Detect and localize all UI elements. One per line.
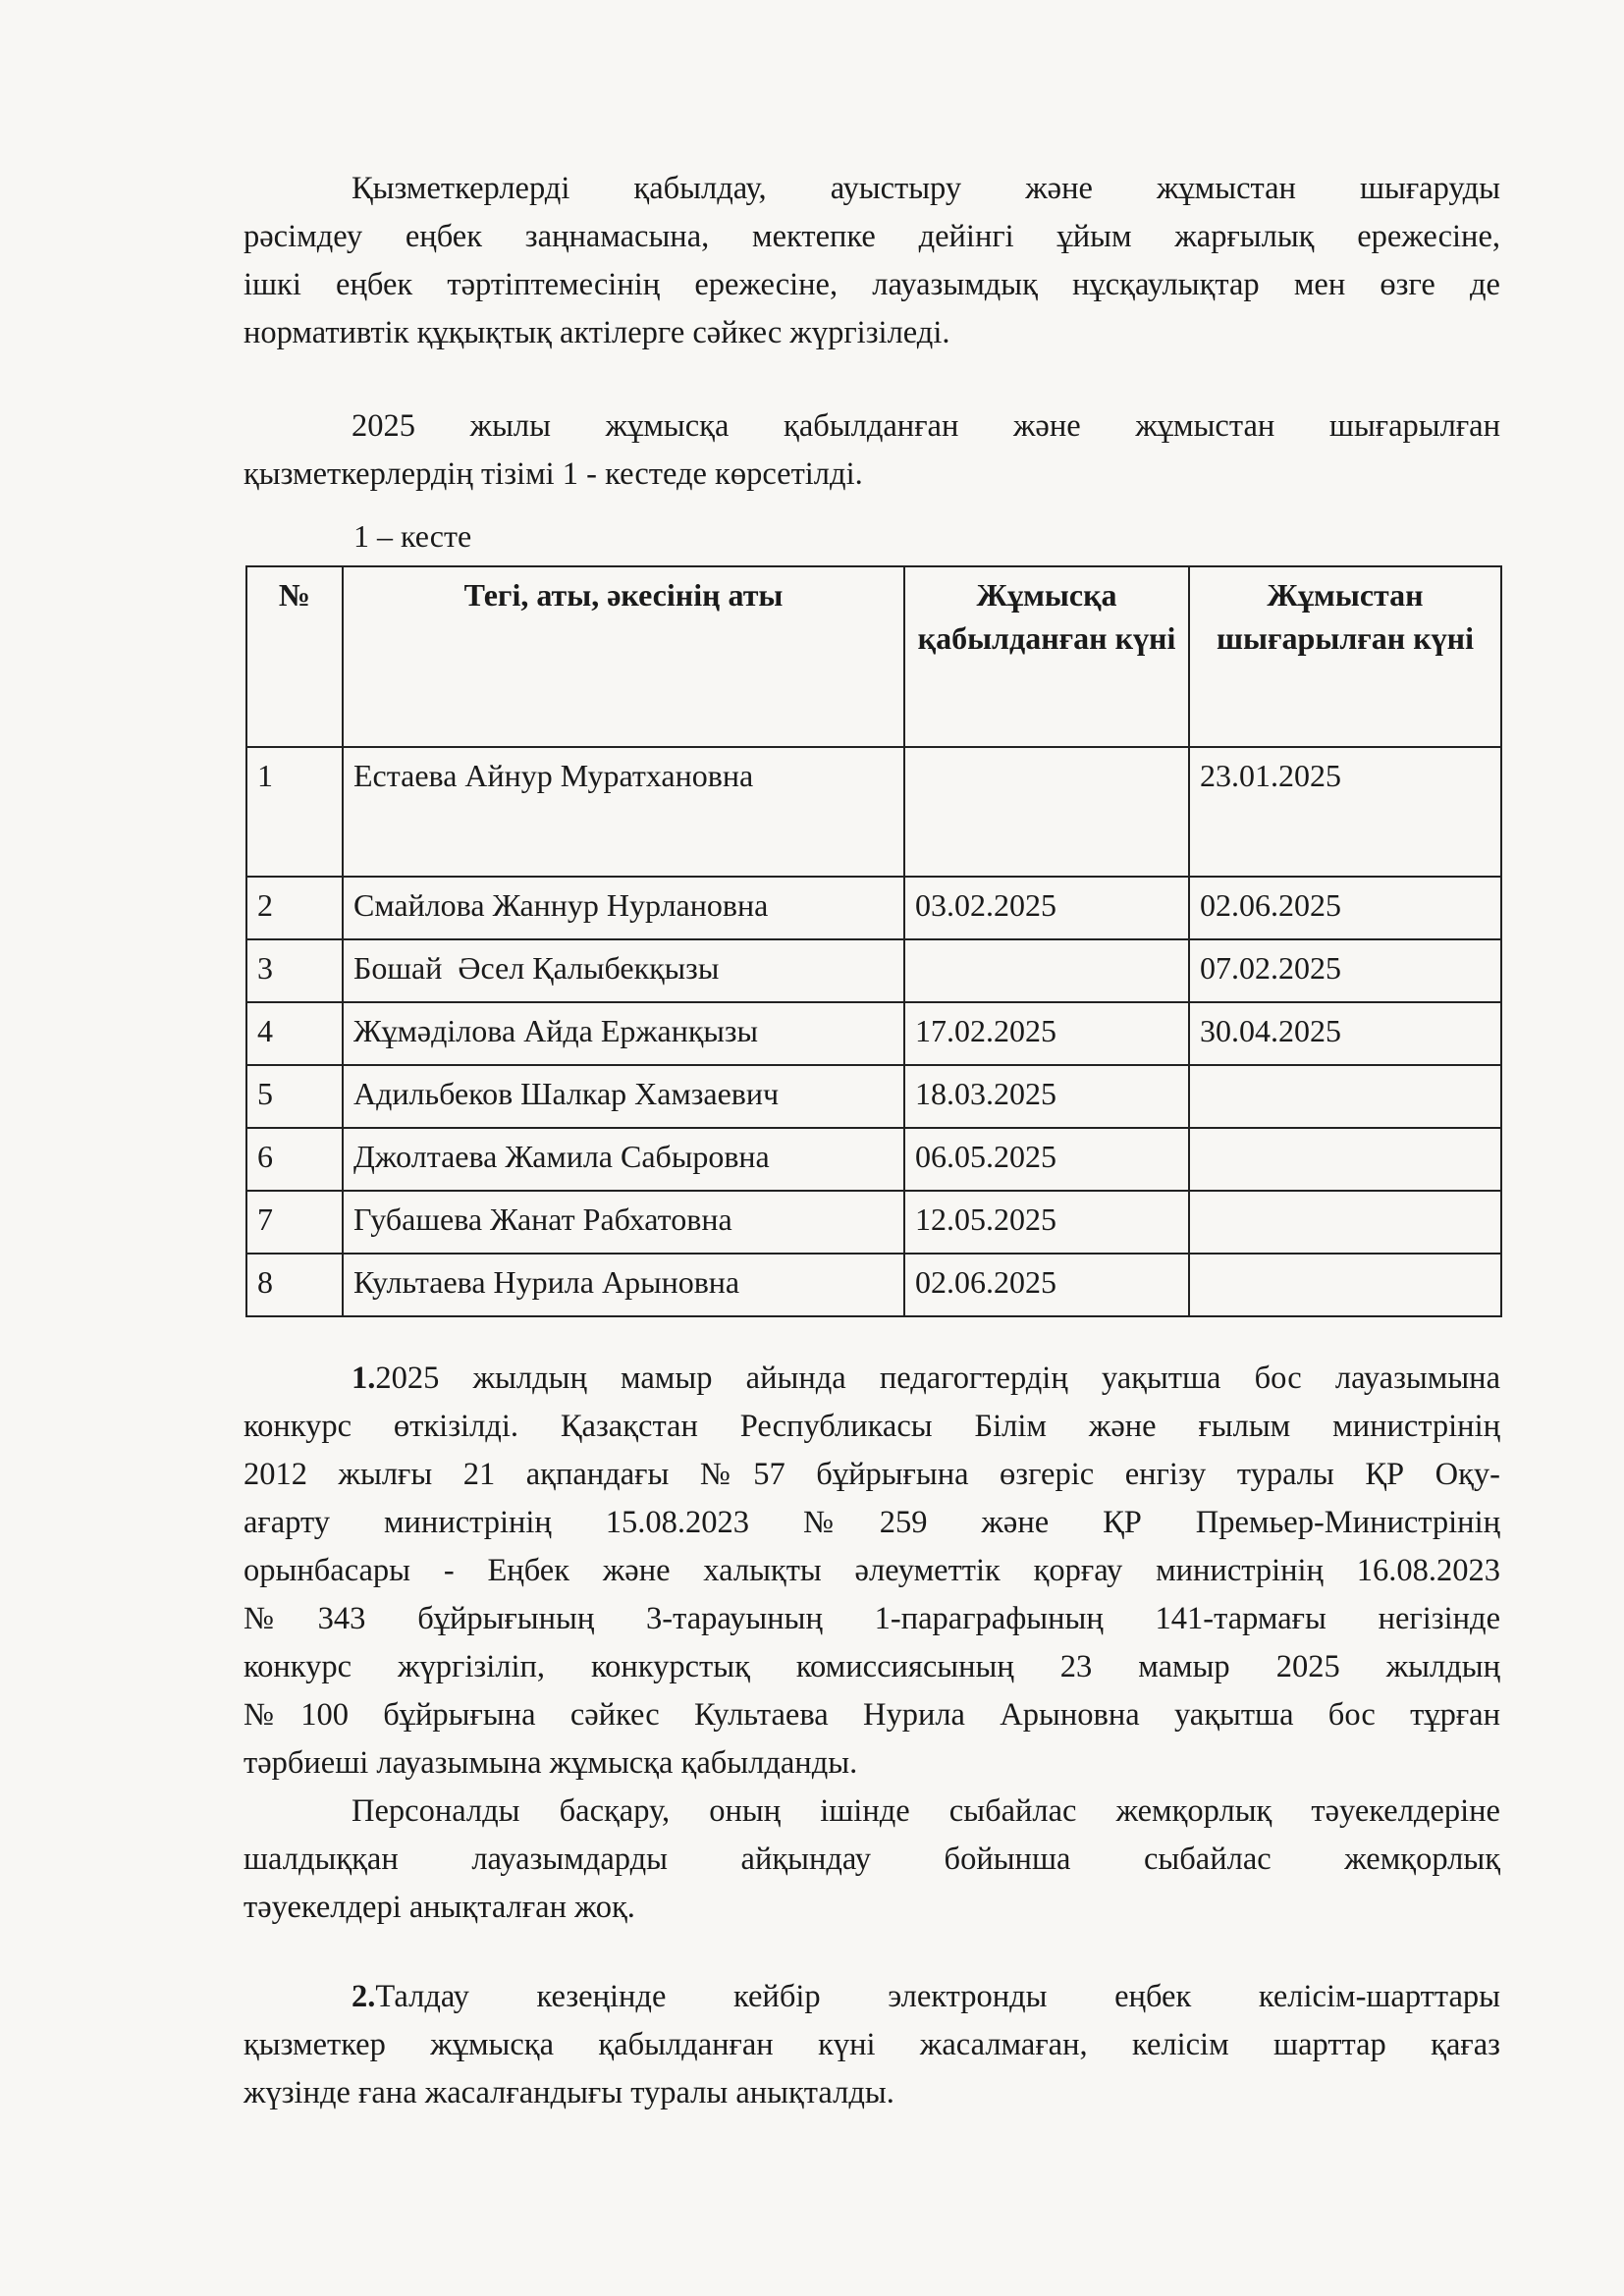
cell-name: Бошай Әсел Қалыбекқызы: [343, 939, 904, 1002]
header-number: №: [246, 566, 343, 747]
cell-dismissal-date: 30.04.2025: [1189, 1002, 1501, 1065]
text-line: қызметкерлердің тізімі 1 - кестеде көрсетілді.: [244, 456, 863, 492]
cell-hire-date: 12.05.2025: [904, 1191, 1189, 1254]
paragraph-contracts: [244, 1973, 1500, 2117]
cell-number: 8: [246, 1254, 343, 1316]
header-dismissal-date: Жұмыстан шығарылған күні: [1189, 566, 1501, 747]
cell-hire-date: 17.02.2025: [904, 1002, 1189, 1065]
table-row: [246, 1254, 1501, 1316]
header-hire-date: Жұмысқа қабылданған күні: [904, 566, 1189, 747]
text-line: рәсімдеу еңбек заңнамасына, мектепке дейінгі ұйым жарғылық ережесіне,: [244, 219, 1500, 254]
paragraph-table-intro: [244, 402, 1500, 499]
paragraph-competition: [244, 1355, 1500, 1788]
table-caption: 1 – кесте: [353, 518, 472, 554]
cell-number: 6: [246, 1128, 343, 1191]
text-fragment: Талдау кезеңінде кейбір электронды еңбек келісім-шарттары: [375, 1979, 1500, 2014]
text-line: 2012 жылғы 21 ақпандағы №57 бұйрығына өзгеріс енгізу туралы ҚР Оқу-: [244, 1457, 1500, 1492]
text-line: [244, 1973, 1500, 2021]
cell-name: Естаева Айнур Муратхановна: [343, 747, 904, 877]
text-line: конкурс өткізілді. Қазақстан Республикасы Білім және ғылым министрінің: [244, 1409, 1500, 1444]
table-row: [246, 877, 1501, 939]
text-line: [244, 1355, 1500, 1403]
cell-dismissal-date: 02.06.2025: [1189, 877, 1501, 939]
text-line: конкурс жүргізіліп, конкурстық комиссиясының 23 мамыр 2025 жылдың: [244, 1649, 1500, 1684]
header-full-name: Тегі, аты, әкесінің аты: [343, 566, 904, 747]
text-fragment: 2025 жылдың мамыр айында педагогтердің уақытша бос лауазымына: [375, 1361, 1500, 1396]
text-line: қызметкер жұмысқа қабылданған күні жасалмаған, келісім шарттар қағаз: [244, 2027, 1500, 2062]
cell-name: Джолтаева Жамила Сабыровна: [343, 1128, 904, 1191]
text-line: ағарту министрінің 15.08.2023 №259 және ҚР Премьер-Министрінің: [244, 1505, 1500, 1540]
text-line: ішкі еңбек тәртіптемесінің ережесіне, лауазымдық нұсқаулықтар мен өзге де: [244, 267, 1500, 302]
table-row: [246, 1191, 1501, 1254]
text-line: 2025 жылы жұмысқа қабылданған және жұмыстан шығарылған: [352, 408, 1500, 444]
table-row: [246, 1065, 1501, 1128]
cell-number: 3: [246, 939, 343, 1002]
cell-number: 1: [246, 747, 343, 877]
cell-name: Губашева Жанат Рабхатовна: [343, 1191, 904, 1254]
cell-name: Смайлова Жаннур Нурлановна: [343, 877, 904, 939]
cell-name: Адильбеков Шалкар Хамзаевич: [343, 1065, 904, 1128]
cell-dismissal-date: [1189, 1191, 1501, 1254]
cell-number: 4: [246, 1002, 343, 1065]
cell-name: Жұмәділова Айда Ержанқызы: [343, 1002, 904, 1065]
cell-dismissal-date: [1189, 1254, 1501, 1316]
table-row: [246, 1128, 1501, 1191]
text-line: Персоналды басқару, оның ішінде сыбайлас жемқорлық тәуекелдеріне: [352, 1793, 1500, 1829]
staff-table: [245, 565, 1502, 1317]
text-line: жүзінде ғана жасалғандығы туралы анықталды.: [244, 2075, 894, 2110]
text-line: шалдыққан лауазымдарды айқындау бойынша сыбайлас жемқорлық: [244, 1842, 1500, 1877]
table-header-row: [246, 566, 1501, 747]
paragraph-corruption-risks: [244, 1788, 1500, 1932]
text-line: №343 бұйрығының 3-тарауының 1-параграфының 141-тармағы негізінде: [244, 1601, 1500, 1636]
cell-dismissal-date: 23.01.2025: [1189, 747, 1501, 877]
cell-dismissal-date: 07.02.2025: [1189, 939, 1501, 1002]
cell-dismissal-date: [1189, 1065, 1501, 1128]
text-line: Қызметкерлерді қабылдау, ауыстыру және жұмыстан шығаруды: [352, 171, 1500, 206]
table-row: [246, 747, 1501, 877]
cell-hire-date: 03.02.2025: [904, 877, 1189, 939]
text-line: орынбасары - Еңбек және халықты әлеуметтік қорғау министрінің 16.08.2023: [244, 1553, 1500, 1588]
cell-hire-date: 18.03.2025: [904, 1065, 1189, 1128]
paragraph-staff-procedures: [244, 165, 1500, 357]
cell-hire-date: 02.06.2025: [904, 1254, 1189, 1316]
text-line: тәрбиеші лауазымына жұмысқа қабылданды.: [244, 1745, 858, 1781]
table-row: [246, 1002, 1501, 1065]
cell-hire-date: [904, 939, 1189, 1002]
text-line: тәуекелдері анықталған жоқ.: [244, 1890, 635, 1925]
cell-number: 5: [246, 1065, 343, 1128]
cell-number: 2: [246, 877, 343, 939]
cell-name: Культаева Нурила Арыновна: [343, 1254, 904, 1316]
text-line: №100 бұйрығына сәйкес Культаева Нурила Арыновна уақытша бос тұрған: [244, 1697, 1500, 1733]
item-number: 1.: [352, 1361, 376, 1396]
cell-hire-date: [904, 747, 1189, 877]
cell-number: 7: [246, 1191, 343, 1254]
table-row: [246, 939, 1501, 1002]
cell-hire-date: 06.05.2025: [904, 1128, 1189, 1191]
text-line: нормативтік құқықтық актілерге сәйкес жүргізіледі.: [244, 315, 950, 350]
item-number: 2.: [352, 1979, 376, 2014]
cell-dismissal-date: [1189, 1128, 1501, 1191]
